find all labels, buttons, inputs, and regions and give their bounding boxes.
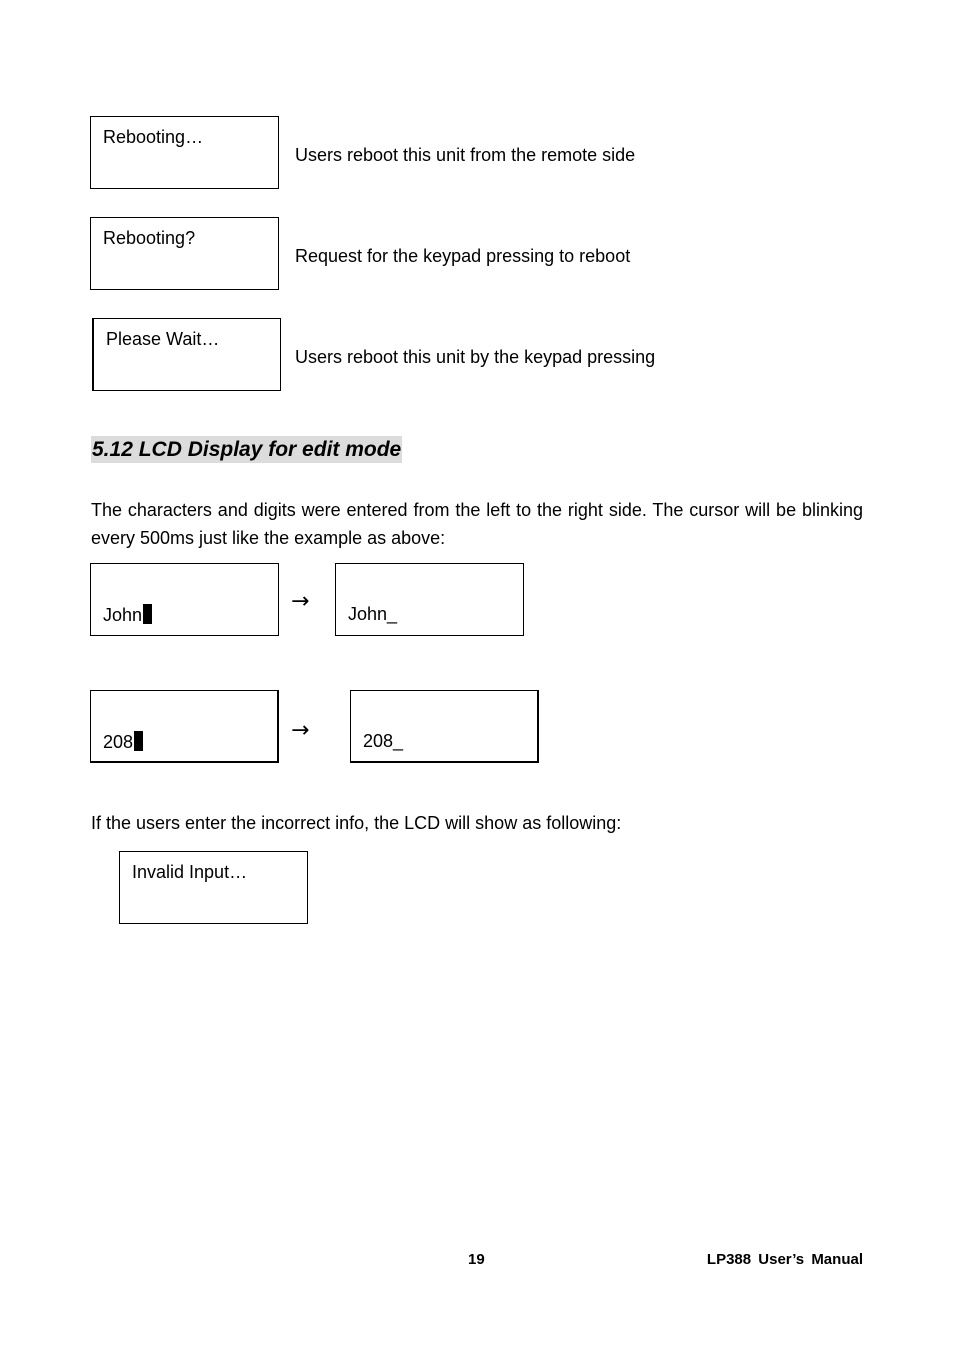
- manual-title: LP388 User’s Manual: [706, 1251, 863, 1268]
- lcd-entered-text: John: [103, 605, 143, 625]
- lcd-example-after: [350, 690, 539, 763]
- lcd-entered-text: John: [348, 604, 388, 624]
- right-arrow-icon: →: [291, 589, 310, 614]
- lcd-text: Please Wait…: [106, 329, 220, 349]
- right-arrow-icon: →: [291, 718, 310, 743]
- lcd-text-with-underscore-cursor: [348, 604, 397, 624]
- section-paragraph: The characters and digits were entered from the left to the right side. The cursor will be blinking every 500ms just like the example as above:: [91, 500, 863, 548]
- lcd-text-with-underscore-cursor: [363, 731, 403, 751]
- lcd-description: Users reboot this unit from the remote side: [295, 145, 636, 165]
- lcd-example-before: [90, 563, 279, 636]
- lcd-display-invalid-input: [119, 851, 308, 924]
- lcd-entered-text: 208: [103, 732, 134, 752]
- lcd-display-rebooting-question: [90, 217, 279, 290]
- lcd-display-please-wait: [92, 318, 281, 391]
- lcd-display-rebooting: [90, 116, 279, 189]
- underscore-cursor-icon: _: [393, 731, 404, 751]
- invalid-intro-text: If the users enter the incorrect info, the LCD will show as following:: [91, 813, 622, 833]
- section-heading: 5.12 LCD Display for edit mode: [92, 438, 402, 461]
- lcd-text: Rebooting?: [103, 228, 196, 248]
- lcd-text: Rebooting…: [103, 127, 204, 147]
- lcd-text: Invalid Input…: [132, 862, 248, 882]
- block-cursor-icon: [143, 604, 152, 624]
- page-number: 19: [468, 1251, 485, 1268]
- underscore-cursor-icon: _: [387, 604, 398, 624]
- lcd-example-before: [90, 690, 279, 763]
- lcd-text-with-block-cursor: [103, 731, 143, 752]
- lcd-description: Users reboot this unit by the keypad pressing: [295, 347, 656, 367]
- lcd-entered-text: 208: [363, 731, 394, 751]
- lcd-description: Request for the keypad pressing to reboot: [295, 246, 631, 266]
- block-cursor-icon: [134, 731, 143, 751]
- lcd-example-after: [335, 563, 524, 636]
- lcd-text-with-block-cursor: [103, 604, 152, 625]
